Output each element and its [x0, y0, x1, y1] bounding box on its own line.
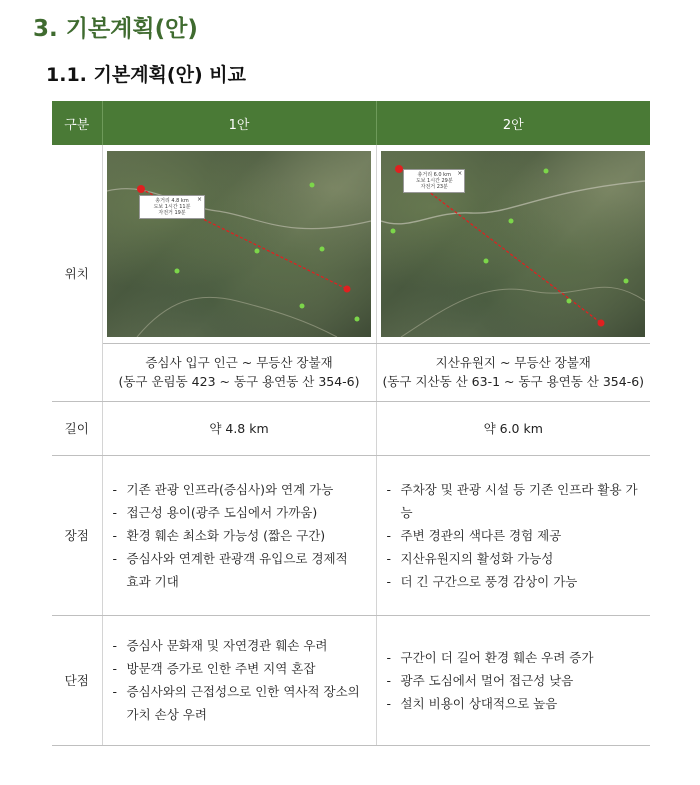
plan1-distance-popup — [139, 195, 205, 219]
plan2-distance-popup — [403, 169, 465, 193]
header-plan1: 1안 — [102, 101, 376, 145]
close-icon[interactable]: × — [196, 195, 202, 203]
popup-line: 자전거 23분 — [420, 183, 448, 190]
table-header-row — [52, 101, 650, 145]
plan2-satellite-map — [381, 151, 645, 337]
plan1-start-marker — [137, 185, 145, 193]
plan1-satellite-map — [107, 151, 371, 337]
popup-line: 도보 1시간 11분 — [153, 203, 191, 210]
plan2-length: 약 6.0 km — [376, 401, 650, 455]
popup-line: 자전거 19분 — [158, 209, 186, 216]
plan2-map-cell — [376, 145, 650, 343]
plan1-location — [102, 343, 376, 401]
list-item: - 구간이 더 길어 환경 훼손 우려 증가 — [387, 646, 639, 669]
row-label-length: 길이 — [52, 401, 102, 455]
plan1-end-marker — [344, 285, 351, 292]
plan2-end-marker — [598, 319, 605, 326]
plan1-map-cell — [102, 145, 376, 343]
plan2-cons-list — [387, 646, 639, 715]
list-item: - 증심사와의 근접성으로 인한 역사적 장소의 가치 손상 우려 — [113, 680, 364, 726]
plan1-location-name: 증심사 입구 인근 ~ 무등산 장불재 — [145, 355, 333, 370]
popup-line: 총거리 6.0 km — [417, 171, 451, 178]
location-map-row — [52, 145, 650, 343]
location-text-row — [52, 343, 650, 401]
plan2-cons — [376, 615, 650, 745]
list-item: - 설치 비용이 상대적으로 높음 — [387, 692, 639, 715]
plan2-start-marker — [395, 165, 403, 173]
pros-row — [52, 455, 650, 615]
list-item: - 환경 훼손 최소화 가능성 (짧은 구간) — [113, 524, 364, 547]
row-label-pros: 장점 — [52, 455, 102, 615]
close-icon[interactable]: × — [457, 169, 463, 177]
plan1-length: 약 4.8 km — [102, 401, 376, 455]
section-title: 3. 기본계획(안) — [33, 16, 198, 42]
list-item: - 방문객 증가로 인한 주변 지역 혼잡 — [113, 657, 364, 680]
comparison-table — [52, 101, 650, 746]
plan2-pros-list — [387, 478, 639, 593]
plan1-location-address: (동구 운림동 423 ~ 동구 용연동 산 354-6) — [118, 374, 360, 389]
plan2-location-address: (동구 지산동 산 63-1 ~ 동구 용연동 산 354-6) — [382, 374, 645, 389]
plan1-cons-list — [113, 634, 364, 726]
plan2-pros — [376, 455, 650, 615]
plan1-pros-list — [113, 478, 364, 593]
header-plan2: 2안 — [376, 101, 650, 145]
plan2-location — [376, 343, 650, 401]
list-item: - 증심사와 연계한 관광객 유입으로 경제적 효과 기대 — [113, 547, 364, 593]
list-item: - 주변 경관의 색다른 경험 제공 — [387, 524, 639, 547]
header-category: 구분 — [52, 101, 102, 145]
list-item: - 더 긴 구간으로 풍경 감상이 가능 — [387, 570, 639, 593]
sub-title: 1.1. 기본계획(안) 비교 — [46, 64, 246, 86]
plan1-pros — [102, 455, 376, 615]
list-item: - 주차장 및 관광 시설 등 기존 인프라 활용 가능 — [387, 478, 639, 524]
plan1-cons — [102, 615, 376, 745]
popup-line: 총거리 4.8 km — [155, 197, 189, 204]
length-row — [52, 401, 650, 455]
list-item: - 접근성 용이(광주 도심에서 가까움) — [113, 501, 364, 524]
list-item: - 지산유원지의 활성화 가능성 — [387, 547, 639, 570]
plan2-location-name: 지산유원지 ~ 무등산 장불재 — [435, 355, 591, 370]
row-label-cons: 단점 — [52, 615, 102, 745]
list-item: - 광주 도심에서 멀어 접근성 낮음 — [387, 669, 639, 692]
popup-line: 도보 1시간 29분 — [415, 177, 453, 184]
cons-row — [52, 615, 650, 745]
row-label-location: 위치 — [52, 145, 102, 401]
list-item: - 기존 관광 인프라(증심사)와 연계 가능 — [113, 478, 364, 501]
plan1-route-overlay — [107, 151, 371, 337]
list-item: - 증심사 문화재 및 자연경관 훼손 우려 — [113, 634, 364, 657]
